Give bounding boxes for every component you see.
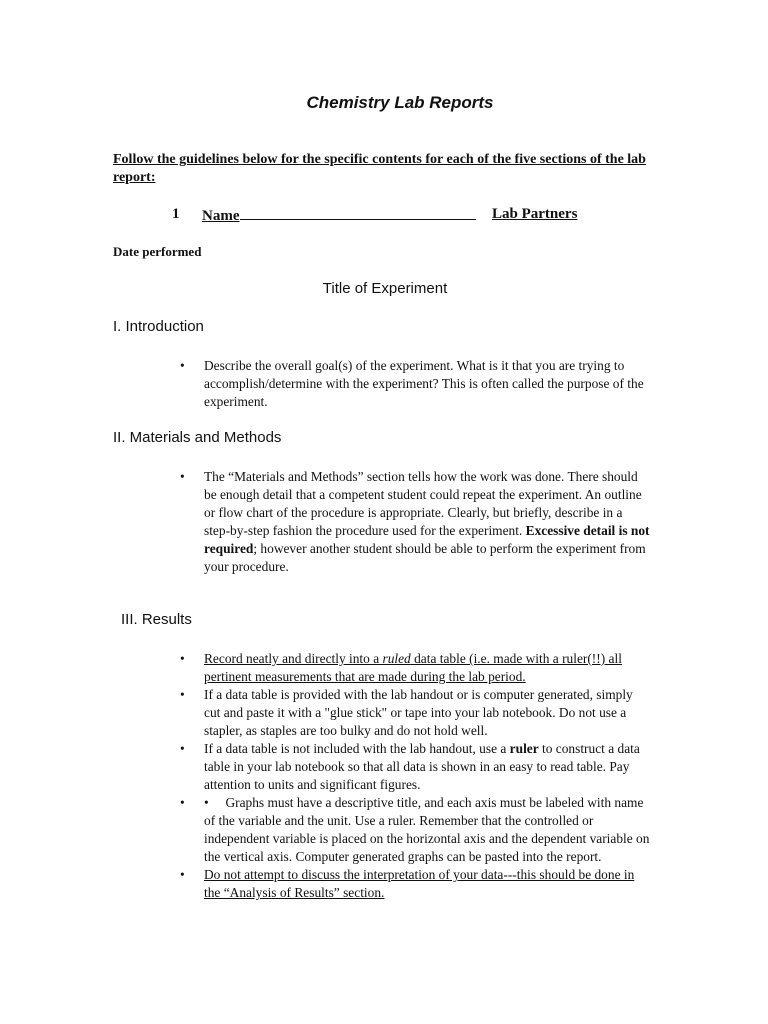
materials-methods-list: [180, 468, 650, 576]
bullet-text: Do not attempt to discuss the interpretation of your data---this should be done in the “Analysis of Results” section.: [204, 867, 635, 900]
bullet-text: [204, 469, 650, 574]
inner-bullet-glyph: •: [204, 795, 209, 810]
bullet-text-part: data table (i.e. made with a ruler(!!) all pertinent measurements that are made during the lab period.: [204, 651, 622, 684]
bullet-glyph: •: [180, 687, 185, 702]
experiment-title: Title of Experiment: [322, 280, 448, 297]
name-field: [202, 206, 457, 225]
guidelines-text: Follow the guidelines below for the specific contents for each of the five sections of the lab report:: [113, 152, 646, 185]
bullet-glyph: •: [180, 469, 185, 484]
bullet-glyph: •: [180, 358, 185, 373]
bullet-text-part: If a data table is not included with the lab handout, use a: [204, 741, 510, 756]
bullet-text-part: to construct a data table in your lab notebook so that all data is shown in an easy to read table. Pay attention to units and significant figures.: [204, 741, 640, 792]
document-title: Chemistry Lab Reports: [306, 93, 494, 112]
emphasis-italic: ruled: [382, 651, 411, 666]
materials-methods-heading: II. Materials and Methods: [113, 429, 282, 446]
bullet-text: [204, 651, 622, 684]
results-list: [180, 650, 650, 902]
bullet-text-part: Record neatly and directly into a: [204, 651, 383, 666]
bullet-text: If a data table is provided with the lab handout or is computer generated, simply cut and paste it with a "glue stick" or tape into your lab notebook. Do not use a stapler, as staples are too bulky and do not hold well.: [204, 687, 633, 738]
list-item: [180, 650, 650, 686]
bullet-glyph: •: [180, 651, 185, 666]
list-item: [180, 794, 650, 866]
introduction-list: [180, 357, 650, 411]
emphasis-bold: Excessive detail is not required: [204, 523, 650, 556]
bullet-text-part: The “Materials and Methods” section tells how the work was done. There should be enough detail that a competent student could repeat the experiment. An outline or flow chart of the procedure is appropriate. Clearly, but briefly, describe in a step-by-step fashion the procedure used for the experiment.: [204, 469, 642, 538]
bullet-text-part: ; however another student should be able to perform the experiment from your procedure.: [204, 541, 646, 574]
results-heading: III. Results: [121, 611, 192, 628]
bullet-glyph: •: [180, 741, 185, 756]
list-item: [180, 866, 650, 902]
lab-partners-label: Lab Partners: [492, 206, 578, 222]
bullet-text: [204, 741, 640, 792]
bullet-glyph: •: [180, 795, 185, 810]
list-item: [180, 740, 650, 794]
bullet-text: Describe the overall goal(s) of the experiment. What is it that you are trying to accomplish/determine with the experiment? This is often called the purpose of the experiment.: [204, 358, 644, 409]
bullet-text-part: Graphs must have a descriptive title, and each axis must be labeled with name of the variable and the unit. Use a ruler. Remember that the controlled or independent variable is placed on the horizontal axis and the dependent variable on the vertical axis. Computer generated graphs can be pasted into the report.: [204, 795, 650, 864]
bullet-glyph: •: [180, 867, 185, 882]
section-number: 1: [172, 206, 180, 222]
list-item: [180, 468, 650, 576]
list-item: [180, 686, 650, 740]
bullet-text: [204, 795, 649, 864]
name-label: Name: [202, 208, 240, 224]
date-performed-label: Date performed: [113, 244, 202, 259]
emphasis-bold: ruler: [509, 741, 539, 756]
name-underline: [240, 206, 476, 220]
list-item: [180, 357, 650, 411]
introduction-heading: I. Introduction: [113, 318, 204, 335]
